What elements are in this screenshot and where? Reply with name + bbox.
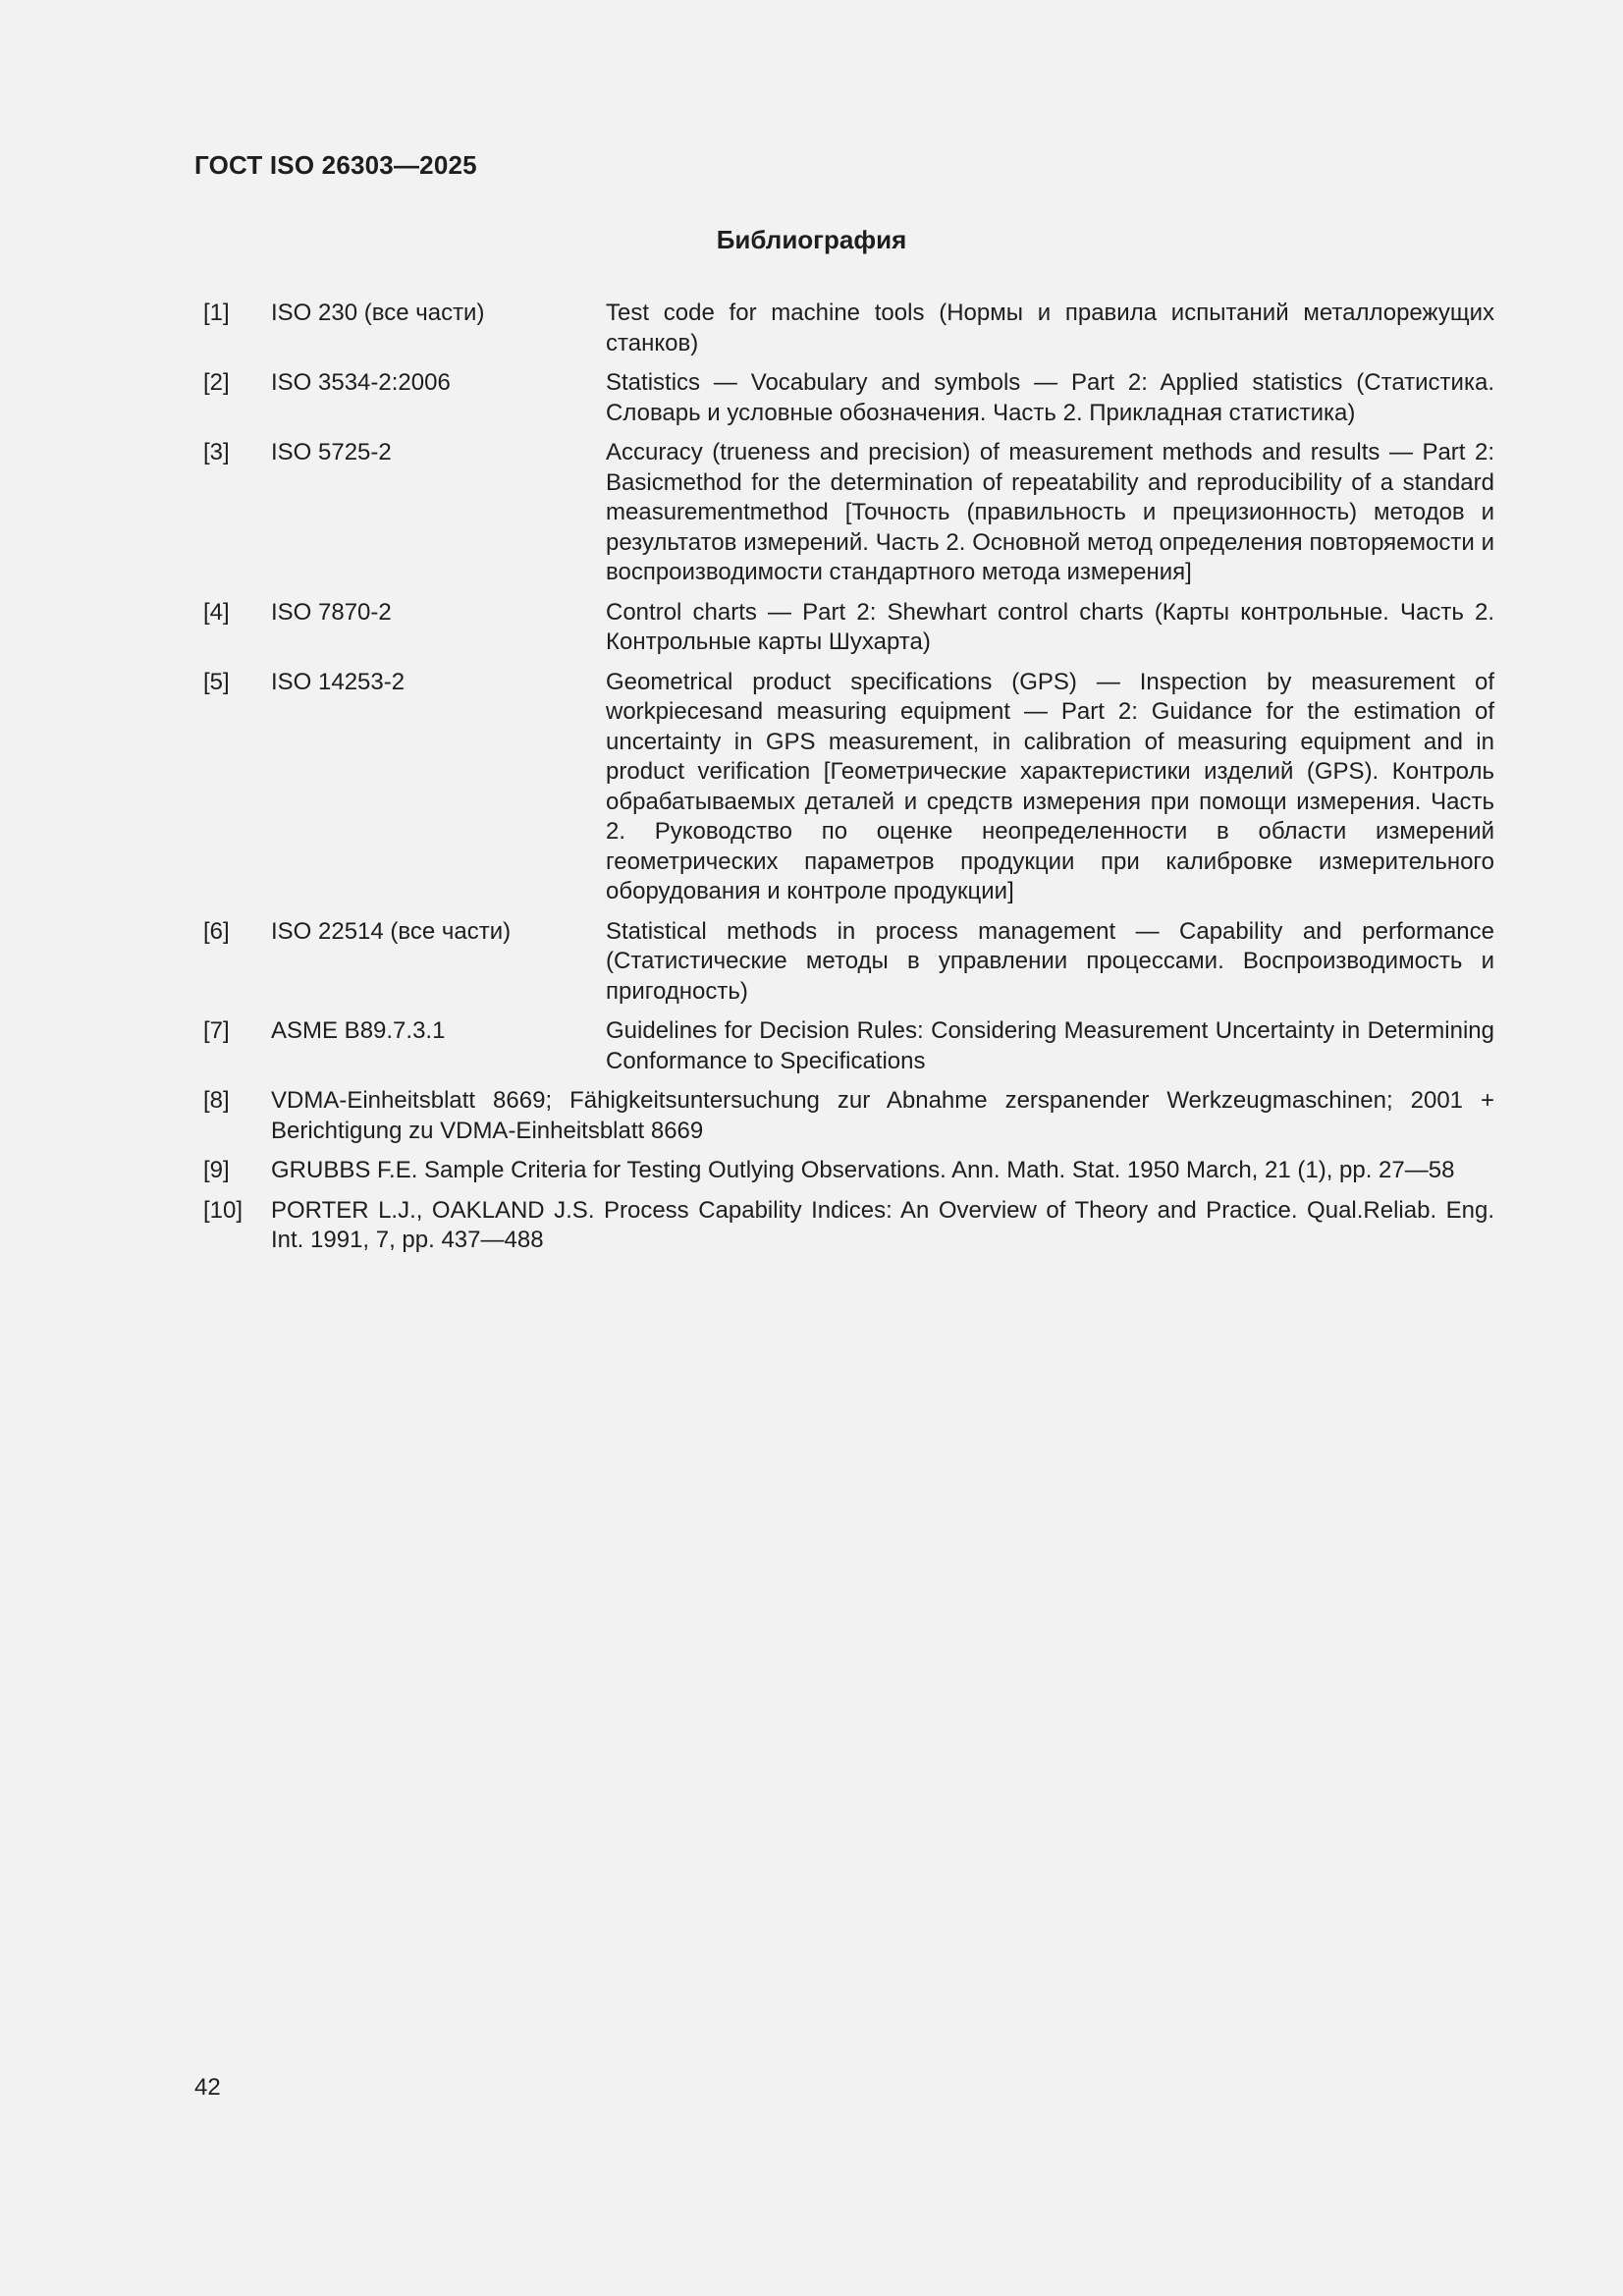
bibliography-list [203,299,1494,1266]
reference-full-text: PORTER L.J., OAKLAND J.S. Process Capability Indices: An Overview of Theory and Practice. Qual.Reliab. Eng. Int. 1991, 7, pp. 437—488 [271,1196,1494,1253]
reference-item-9 [203,1156,1494,1186]
reference-number: [3] [203,439,230,465]
reference-item-1 [203,299,1494,358]
section-title: Библиография [716,225,907,254]
reference-item-2 [203,368,1494,428]
document-header: ГОСТ ISO 26303—2025 [194,150,477,180]
reference-code: ISO 14253-2 [271,668,406,695]
reference-item-4 [203,598,1494,658]
reference-number: [6] [203,917,230,945]
reference-code: ISO 7870-2 [271,598,392,626]
reference-number: [4] [203,598,230,626]
reference-full-text: VDMA-Einheitsblatt 8669; Fähigkeitsuntersuchung zur Abnahme zerspanender Werkzeugmaschinen; 2001 + Berichtigung zu VDMA-Einheitsblatt 8669 [271,1087,1494,1144]
reference-full-text: GRUBBS F.E. Sample Criteria for Testing Outlying Observations. Ann. Math. Stat. 1950 March, 21 (1), pp. 27—58 [271,1157,1455,1183]
reference-item-10 [203,1196,1494,1256]
reference-number: [8] [203,1087,230,1114]
reference-description: Geometrical product specifications (GPS) — Inspection by measurement of workpiecesand measuring equipment — Part 2: Guidance for the estimation of uncertainty in GPS measurement, in calibration of measuring equipment and in product verification [Геометрические характеристики изделий (GPS). Контроль обрабатываемых деталей и средств измерения при помощи измерения. Часть 2. Руководство по оценке неопределенности в области измерений геометрических параметров продукции при калибровке измерительного оборудования и контроле продукции] [606,668,1494,904]
reference-code: ISO 3534-2:2006 [271,369,451,396]
reference-item-5 [203,668,1494,907]
reference-number: [7] [203,1017,230,1044]
reference-description: Control charts — Part 2: Shewhart control charts (Карты контрольные. Часть 2. Контрольные карты Шухарта) [606,598,1494,655]
reference-description: Accuracy (trueness and precision) of measurement methods and results — Part 2: Basicmethod for the determination of repeatability and reproducibility of a standard measurementmethod [Точность (правильность и прецизионность) методов и результатов измерений. Часть 2. Основной метод определения повторяемости и воспроизводимости стандартного метода измерения] [606,439,1494,585]
reference-item-7 [203,1016,1494,1076]
reference-description: Statistical methods in process management — Capability and performance (Статистические методы в управлении процессами. Воспроизводимость и пригодность) [606,917,1494,1005]
reference-description: Test code for machine tools (Нормы и правила испытаний металлорежущих станков) [606,300,1494,356]
reference-description: Guidelines for Decision Rules: Considering Measurement Uncertainty in Determining Conformance to Specifications [606,1017,1494,1074]
reference-item-3 [203,438,1494,588]
reference-code: ASME B89.7.3.1 [271,1017,446,1044]
reference-item-8 [203,1086,1494,1146]
reference-number: [5] [203,668,230,695]
reference-number: [10] [203,1196,243,1224]
reference-code: ISO 230 (все части) [271,300,485,326]
reference-number: [9] [203,1157,230,1183]
page-number: 42 [194,2074,221,2101]
reference-item-6 [203,917,1494,1008]
reference-code: ISO 5725-2 [271,439,392,465]
reference-code: ISO 22514 (все части) [271,917,512,945]
reference-number: [1] [203,300,230,326]
reference-number: [2] [203,369,230,396]
reference-description: Statistics — Vocabulary and symbols — Part 2: Applied statistics (Статистика. Словарь и условные обозначения. Часть 2. Прикладная статистика) [606,369,1494,426]
